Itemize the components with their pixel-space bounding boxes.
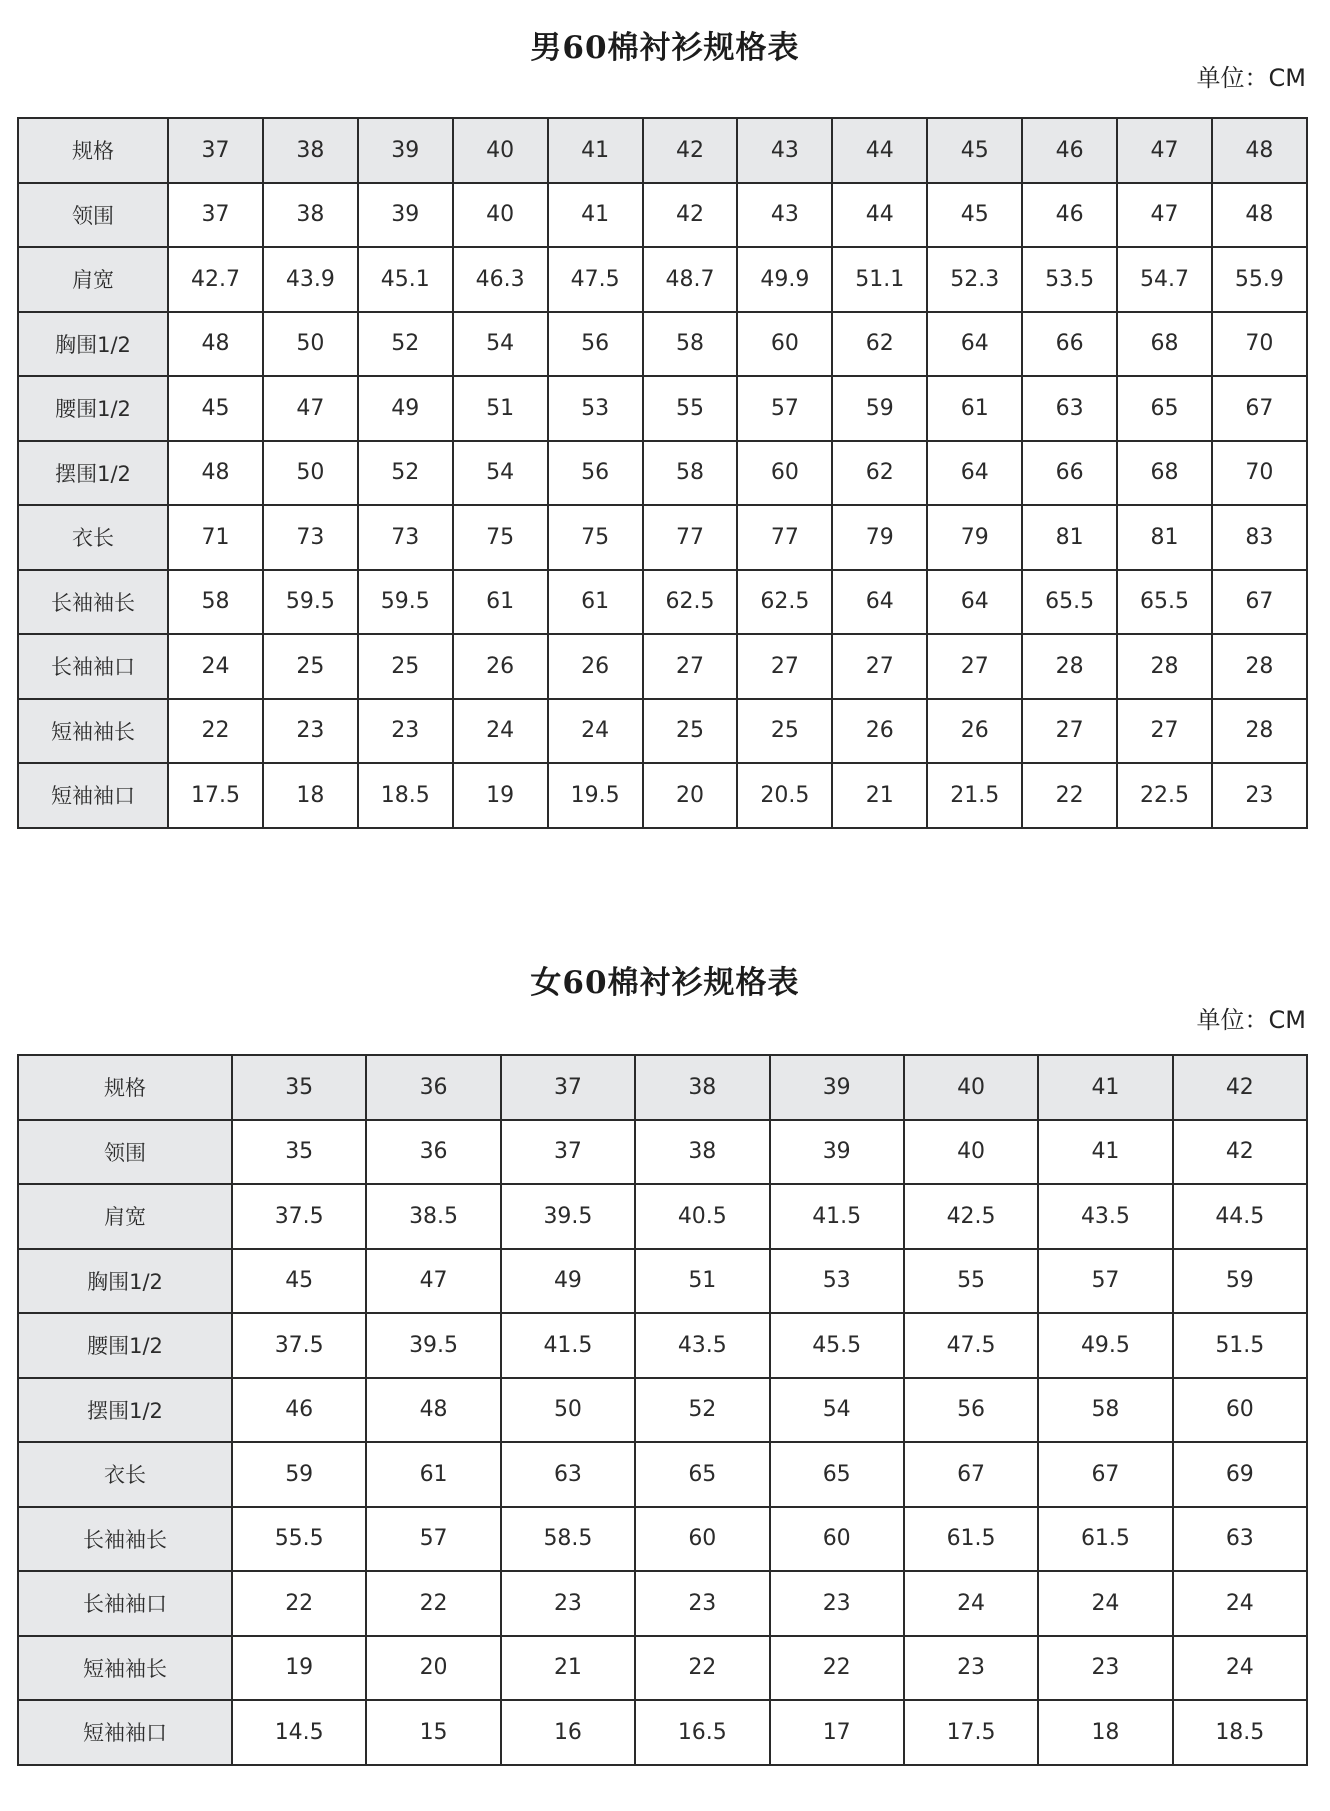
table-row <box>18 312 1307 377</box>
size-header-cell: 38 <box>635 1055 769 1120</box>
value-cell: 22 <box>635 1636 769 1701</box>
value-cell: 52 <box>635 1378 769 1443</box>
value-cell: 48 <box>1212 183 1307 248</box>
value-cell: 23 <box>263 699 358 764</box>
value-cell: 53.5 <box>1022 247 1117 312</box>
table-row <box>18 1378 1307 1443</box>
row-label-cell: 摆围1/2 <box>18 441 168 506</box>
value-cell: 52 <box>358 312 453 377</box>
value-cell: 69 <box>1173 1442 1307 1507</box>
value-cell: 71 <box>168 505 263 570</box>
value-cell: 55.5 <box>232 1507 366 1572</box>
size-header-cell: 39 <box>770 1055 904 1120</box>
value-cell: 81 <box>1022 505 1117 570</box>
men-size-table <box>17 117 1308 829</box>
value-cell: 46 <box>232 1378 366 1443</box>
row-label-cell: 胸围1/2 <box>18 312 168 377</box>
value-cell: 58 <box>643 312 738 377</box>
value-cell: 61 <box>453 570 548 635</box>
value-cell: 47.5 <box>548 247 643 312</box>
value-cell: 58 <box>643 441 738 506</box>
value-cell: 41.5 <box>770 1184 904 1249</box>
value-cell: 43.9 <box>263 247 358 312</box>
value-cell: 56 <box>904 1378 1038 1443</box>
value-cell: 43.5 <box>635 1313 769 1378</box>
value-cell: 45.5 <box>770 1313 904 1378</box>
row-label-cell: 衣长 <box>18 505 168 570</box>
value-cell: 77 <box>737 505 832 570</box>
table-header-row <box>18 1055 1307 1120</box>
value-cell: 37.5 <box>232 1184 366 1249</box>
value-cell: 65.5 <box>1117 570 1212 635</box>
value-cell: 17.5 <box>904 1700 1038 1765</box>
value-cell: 20.5 <box>737 763 832 828</box>
value-cell: 21 <box>832 763 927 828</box>
value-cell: 81 <box>1117 505 1212 570</box>
women-table-title: 女60棉衬衫规格表 <box>530 965 800 1001</box>
row-label-cell: 长袖袖口 <box>18 634 168 699</box>
women-unit-label: 单位：CM <box>1196 1006 1306 1034</box>
value-cell: 55 <box>904 1249 1038 1314</box>
value-cell: 59 <box>232 1442 366 1507</box>
value-cell: 58 <box>168 570 263 635</box>
value-cell: 17.5 <box>168 763 263 828</box>
value-cell: 26 <box>453 634 548 699</box>
value-cell: 27 <box>832 634 927 699</box>
value-cell: 39.5 <box>366 1313 500 1378</box>
value-cell: 45 <box>927 183 1022 248</box>
value-cell: 27 <box>643 634 738 699</box>
value-cell: 17 <box>770 1700 904 1765</box>
value-cell: 62.5 <box>643 570 738 635</box>
value-cell: 19.5 <box>548 763 643 828</box>
value-cell: 42 <box>643 183 738 248</box>
size-header-cell: 45 <box>927 118 1022 183</box>
value-cell: 45 <box>232 1249 366 1314</box>
value-cell: 23 <box>358 699 453 764</box>
value-cell: 47 <box>263 376 358 441</box>
value-cell: 70 <box>1212 441 1307 506</box>
value-cell: 63 <box>1173 1507 1307 1572</box>
size-header-cell: 44 <box>832 118 927 183</box>
value-cell: 65.5 <box>1022 570 1117 635</box>
row-label-cell: 胸围1/2 <box>18 1249 232 1314</box>
value-cell: 49.5 <box>1038 1313 1172 1378</box>
men-unit-label: 单位：CM <box>1196 64 1306 92</box>
value-cell: 20 <box>366 1636 500 1701</box>
value-cell: 73 <box>263 505 358 570</box>
value-cell: 25 <box>263 634 358 699</box>
value-cell: 53 <box>770 1249 904 1314</box>
value-cell: 60 <box>1173 1378 1307 1443</box>
size-header-cell: 41 <box>548 118 643 183</box>
value-cell: 24 <box>1173 1636 1307 1701</box>
value-cell: 79 <box>927 505 1022 570</box>
value-cell: 42.7 <box>168 247 263 312</box>
size-header-cell: 39 <box>358 118 453 183</box>
value-cell: 22.5 <box>1117 763 1212 828</box>
value-cell: 62 <box>832 312 927 377</box>
value-cell: 58 <box>1038 1378 1172 1443</box>
value-cell: 65 <box>770 1442 904 1507</box>
value-cell: 28 <box>1117 634 1212 699</box>
value-cell: 44.5 <box>1173 1184 1307 1249</box>
value-cell: 25 <box>737 699 832 764</box>
value-cell: 64 <box>927 570 1022 635</box>
size-header-cell: 41 <box>1038 1055 1172 1120</box>
size-header-cell: 36 <box>366 1055 500 1120</box>
value-cell: 83 <box>1212 505 1307 570</box>
value-cell: 60 <box>770 1507 904 1572</box>
value-cell: 41.5 <box>501 1313 635 1378</box>
value-cell: 67 <box>1212 376 1307 441</box>
value-cell: 37 <box>501 1120 635 1185</box>
value-cell: 47 <box>366 1249 500 1314</box>
value-cell: 22 <box>232 1571 366 1636</box>
value-cell: 50 <box>263 441 358 506</box>
value-cell: 28 <box>1212 634 1307 699</box>
table-row <box>18 376 1307 441</box>
value-cell: 59.5 <box>263 570 358 635</box>
value-cell: 42.5 <box>904 1184 1038 1249</box>
value-cell: 61.5 <box>1038 1507 1172 1572</box>
row-label-cell: 长袖袖长 <box>18 570 168 635</box>
value-cell: 59.5 <box>358 570 453 635</box>
men-table-title: 男60棉衬衫规格表 <box>530 30 800 66</box>
table-row <box>18 441 1307 506</box>
value-cell: 36 <box>366 1120 500 1185</box>
value-cell: 24 <box>453 699 548 764</box>
value-cell: 58.5 <box>501 1507 635 1572</box>
value-cell: 52 <box>358 441 453 506</box>
row-label-cell: 短袖袖口 <box>18 763 168 828</box>
value-cell: 40 <box>904 1120 1038 1185</box>
value-cell: 23 <box>1038 1636 1172 1701</box>
value-cell: 56 <box>548 441 643 506</box>
value-cell: 47.5 <box>904 1313 1038 1378</box>
size-header-cell: 46 <box>1022 118 1117 183</box>
value-cell: 23 <box>1212 763 1307 828</box>
value-cell: 45 <box>168 376 263 441</box>
value-cell: 73 <box>358 505 453 570</box>
value-cell: 68 <box>1117 441 1212 506</box>
table-row <box>18 570 1307 635</box>
value-cell: 67 <box>904 1442 1038 1507</box>
value-cell: 50 <box>263 312 358 377</box>
table-row <box>18 634 1307 699</box>
table-row <box>18 1636 1307 1701</box>
value-cell: 52.3 <box>927 247 1022 312</box>
value-cell: 16.5 <box>635 1700 769 1765</box>
value-cell: 51.5 <box>1173 1313 1307 1378</box>
value-cell: 67 <box>1212 570 1307 635</box>
table-row <box>18 699 1307 764</box>
value-cell: 39.5 <box>501 1184 635 1249</box>
value-cell: 19 <box>232 1636 366 1701</box>
value-cell: 37 <box>168 183 263 248</box>
table-row <box>18 1442 1307 1507</box>
value-cell: 48 <box>168 312 263 377</box>
table-row <box>18 1120 1307 1185</box>
size-header-cell: 38 <box>263 118 358 183</box>
row-label-cell: 衣长 <box>18 1442 232 1507</box>
value-cell: 28 <box>1022 634 1117 699</box>
value-cell: 75 <box>453 505 548 570</box>
value-cell: 28 <box>1212 699 1307 764</box>
women-size-table <box>17 1054 1308 1766</box>
size-header-cell: 47 <box>1117 118 1212 183</box>
value-cell: 64 <box>927 441 1022 506</box>
value-cell: 45.1 <box>358 247 453 312</box>
value-cell: 65 <box>1117 376 1212 441</box>
table-row <box>18 1313 1307 1378</box>
size-header-cell: 42 <box>643 118 738 183</box>
value-cell: 21.5 <box>927 763 1022 828</box>
table-row <box>18 1507 1307 1572</box>
value-cell: 18 <box>1038 1700 1172 1765</box>
header-label-cell: 规格 <box>18 1055 232 1120</box>
size-header-cell: 37 <box>501 1055 635 1120</box>
value-cell: 56 <box>548 312 643 377</box>
value-cell: 24 <box>1038 1571 1172 1636</box>
value-cell: 62.5 <box>737 570 832 635</box>
value-cell: 19 <box>453 763 548 828</box>
row-label-cell: 短袖袖长 <box>18 1636 232 1701</box>
value-cell: 66 <box>1022 441 1117 506</box>
value-cell: 41 <box>548 183 643 248</box>
table-row <box>18 505 1307 570</box>
value-cell: 57 <box>737 376 832 441</box>
value-cell: 27 <box>927 634 1022 699</box>
value-cell: 60 <box>635 1507 769 1572</box>
value-cell: 23 <box>501 1571 635 1636</box>
value-cell: 61 <box>927 376 1022 441</box>
row-label-cell: 长袖袖长 <box>18 1507 232 1572</box>
value-cell: 46.3 <box>453 247 548 312</box>
row-label-cell: 长袖袖口 <box>18 1571 232 1636</box>
value-cell: 61 <box>548 570 643 635</box>
value-cell: 57 <box>1038 1249 1172 1314</box>
value-cell: 14.5 <box>232 1700 366 1765</box>
value-cell: 54.7 <box>1117 247 1212 312</box>
value-cell: 51 <box>453 376 548 441</box>
value-cell: 54 <box>770 1378 904 1443</box>
value-cell: 59 <box>1173 1249 1307 1314</box>
value-cell: 65 <box>635 1442 769 1507</box>
table-row <box>18 1249 1307 1314</box>
value-cell: 49 <box>501 1249 635 1314</box>
value-cell: 41 <box>1038 1120 1172 1185</box>
value-cell: 63 <box>1022 376 1117 441</box>
value-cell: 77 <box>643 505 738 570</box>
value-cell: 18 <box>263 763 358 828</box>
table-header-row <box>18 118 1307 183</box>
row-label-cell: 肩宽 <box>18 1184 232 1249</box>
value-cell: 42 <box>1173 1120 1307 1185</box>
value-cell: 24 <box>168 634 263 699</box>
value-cell: 44 <box>832 183 927 248</box>
value-cell: 25 <box>643 699 738 764</box>
size-header-cell: 40 <box>904 1055 1038 1120</box>
value-cell: 26 <box>548 634 643 699</box>
value-cell: 57 <box>366 1507 500 1572</box>
size-header-cell: 42 <box>1173 1055 1307 1120</box>
value-cell: 38.5 <box>366 1184 500 1249</box>
size-header-cell: 43 <box>737 118 832 183</box>
value-cell: 24 <box>548 699 643 764</box>
value-cell: 18.5 <box>358 763 453 828</box>
value-cell: 23 <box>635 1571 769 1636</box>
value-cell: 51.1 <box>832 247 927 312</box>
value-cell: 23 <box>770 1571 904 1636</box>
value-cell: 24 <box>904 1571 1038 1636</box>
row-label-cell: 腰围1/2 <box>18 1313 232 1378</box>
header-label-cell: 规格 <box>18 118 168 183</box>
row-label-cell: 短袖袖长 <box>18 699 168 764</box>
value-cell: 25 <box>358 634 453 699</box>
value-cell: 26 <box>832 699 927 764</box>
value-cell: 27 <box>1117 699 1212 764</box>
value-cell: 67 <box>1038 1442 1172 1507</box>
size-header-cell: 37 <box>168 118 263 183</box>
row-label-cell: 短袖袖口 <box>18 1700 232 1765</box>
row-label-cell: 摆围1/2 <box>18 1378 232 1443</box>
value-cell: 16 <box>501 1700 635 1765</box>
value-cell: 61 <box>366 1442 500 1507</box>
table-row <box>18 1184 1307 1249</box>
value-cell: 70 <box>1212 312 1307 377</box>
value-cell: 54 <box>453 441 548 506</box>
value-cell: 49 <box>358 376 453 441</box>
value-cell: 64 <box>832 570 927 635</box>
value-cell: 40 <box>453 183 548 248</box>
value-cell: 26 <box>927 699 1022 764</box>
value-cell: 63 <box>501 1442 635 1507</box>
value-cell: 60 <box>737 441 832 506</box>
value-cell: 38 <box>263 183 358 248</box>
value-cell: 18.5 <box>1173 1700 1307 1765</box>
value-cell: 21 <box>501 1636 635 1701</box>
value-cell: 79 <box>832 505 927 570</box>
value-cell: 48 <box>168 441 263 506</box>
value-cell: 75 <box>548 505 643 570</box>
size-header-cell: 35 <box>232 1055 366 1120</box>
value-cell: 27 <box>737 634 832 699</box>
value-cell: 55.9 <box>1212 247 1307 312</box>
value-cell: 66 <box>1022 312 1117 377</box>
value-cell: 43.5 <box>1038 1184 1172 1249</box>
value-cell: 60 <box>737 312 832 377</box>
value-cell: 68 <box>1117 312 1212 377</box>
row-label-cell: 领围 <box>18 1120 232 1185</box>
value-cell: 24 <box>1173 1571 1307 1636</box>
value-cell: 39 <box>358 183 453 248</box>
value-cell: 38 <box>635 1120 769 1185</box>
table-row <box>18 1571 1307 1636</box>
size-header-cell: 40 <box>453 118 548 183</box>
table-row <box>18 1700 1307 1765</box>
value-cell: 55 <box>643 376 738 441</box>
value-cell: 27 <box>1022 699 1117 764</box>
size-header-cell: 48 <box>1212 118 1307 183</box>
value-cell: 46 <box>1022 183 1117 248</box>
value-cell: 47 <box>1117 183 1212 248</box>
value-cell: 64 <box>927 312 1022 377</box>
value-cell: 61.5 <box>904 1507 1038 1572</box>
value-cell: 54 <box>453 312 548 377</box>
value-cell: 50 <box>501 1378 635 1443</box>
value-cell: 51 <box>635 1249 769 1314</box>
row-label-cell: 肩宽 <box>18 247 168 312</box>
value-cell: 43 <box>737 183 832 248</box>
row-label-cell: 腰围1/2 <box>18 376 168 441</box>
table-row <box>18 247 1307 312</box>
value-cell: 15 <box>366 1700 500 1765</box>
value-cell: 22 <box>1022 763 1117 828</box>
value-cell: 49.9 <box>737 247 832 312</box>
value-cell: 35 <box>232 1120 366 1185</box>
value-cell: 48.7 <box>643 247 738 312</box>
value-cell: 59 <box>832 376 927 441</box>
value-cell: 22 <box>770 1636 904 1701</box>
value-cell: 37.5 <box>232 1313 366 1378</box>
value-cell: 22 <box>366 1571 500 1636</box>
row-label-cell: 领围 <box>18 183 168 248</box>
value-cell: 22 <box>168 699 263 764</box>
value-cell: 39 <box>770 1120 904 1185</box>
value-cell: 20 <box>643 763 738 828</box>
table-row <box>18 183 1307 248</box>
value-cell: 53 <box>548 376 643 441</box>
value-cell: 62 <box>832 441 927 506</box>
table-row <box>18 763 1307 828</box>
value-cell: 40.5 <box>635 1184 769 1249</box>
value-cell: 23 <box>904 1636 1038 1701</box>
value-cell: 48 <box>366 1378 500 1443</box>
